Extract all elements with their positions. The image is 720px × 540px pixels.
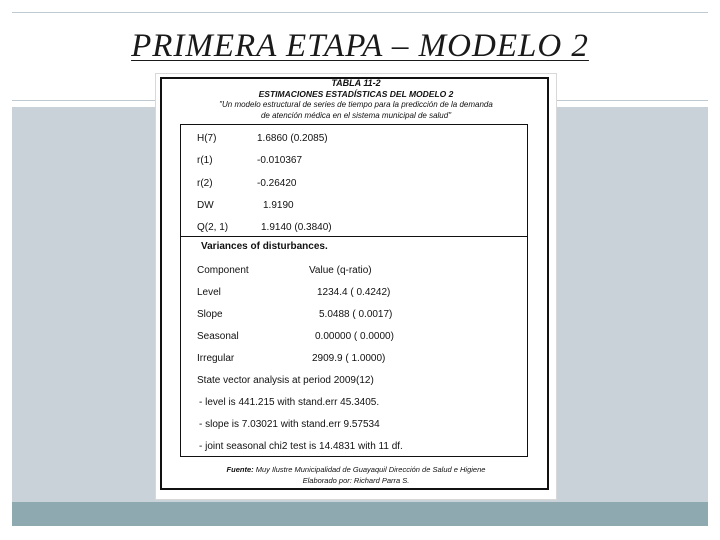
stat-value: 1.9140 (0.3840) xyxy=(261,222,332,233)
table-subtitle-line-1: "Un modelo estructural de series de tiempo para la predicción de la demanda xyxy=(219,100,493,109)
stat-value: 1.9190 xyxy=(263,200,294,211)
component-value: 0.00000 ( 0.0000) xyxy=(315,331,394,342)
column-header-value: Value (q-ratio) xyxy=(309,265,372,276)
column-header-component: Component xyxy=(197,265,249,276)
table-prepared-by: Elaborado por: Richard Parra S. xyxy=(302,476,410,485)
source-text: Muy Ilustre Municipalidad de Guayaquil Dirección de Salud e Higiene xyxy=(253,465,486,474)
source-label: Fuente: xyxy=(226,465,254,474)
stat-label: Q(2, 1) xyxy=(197,222,229,233)
state-vector-line: - level is 441.215 with stand.err 45.3405. xyxy=(199,397,380,408)
stat-value: -0.26420 xyxy=(257,178,297,189)
component-name: Irregular xyxy=(197,353,235,364)
footer-bar xyxy=(12,502,708,526)
stat-label: H(7) xyxy=(197,133,217,144)
component-value: 1234.4 ( 0.4242) xyxy=(317,287,391,298)
stat-label: DW xyxy=(197,200,214,211)
component-value: 5.0488 ( 0.0017) xyxy=(319,309,393,320)
component-name: Seasonal xyxy=(197,331,239,342)
component-name: Slope xyxy=(197,309,223,320)
table-number: TABLA 11-2 xyxy=(331,78,381,88)
component-value: 2909.9 ( 1.0000) xyxy=(312,353,386,364)
slide-title: PRIMERA ETAPA – MODELO 2 xyxy=(131,28,589,64)
state-vector-line: - joint seasonal chi2 test is 14.4831 with 11 df. xyxy=(199,441,403,452)
state-vector-line: - slope is 7.03021 with stand.err 9.57534 xyxy=(199,419,380,430)
state-vector-heading: State vector analysis at period 2009(12) xyxy=(197,375,374,386)
stat-value: -0.010367 xyxy=(257,155,303,166)
variances-heading: Variances of disturbances. xyxy=(201,241,328,252)
component-name: Level xyxy=(197,287,221,298)
table-title: ESTIMACIONES ESTADÍSTICAS DEL MODELO 2 xyxy=(258,89,454,99)
table-outer-border xyxy=(160,77,549,490)
top-rule xyxy=(12,12,708,13)
stat-value: 1.6860 (0.2085) xyxy=(257,133,328,144)
stat-label: r(2) xyxy=(197,178,213,189)
stat-label: r(1) xyxy=(197,155,213,166)
table-subtitle-line-2: de atención médica en el sistema municipal de salud" xyxy=(260,111,452,120)
